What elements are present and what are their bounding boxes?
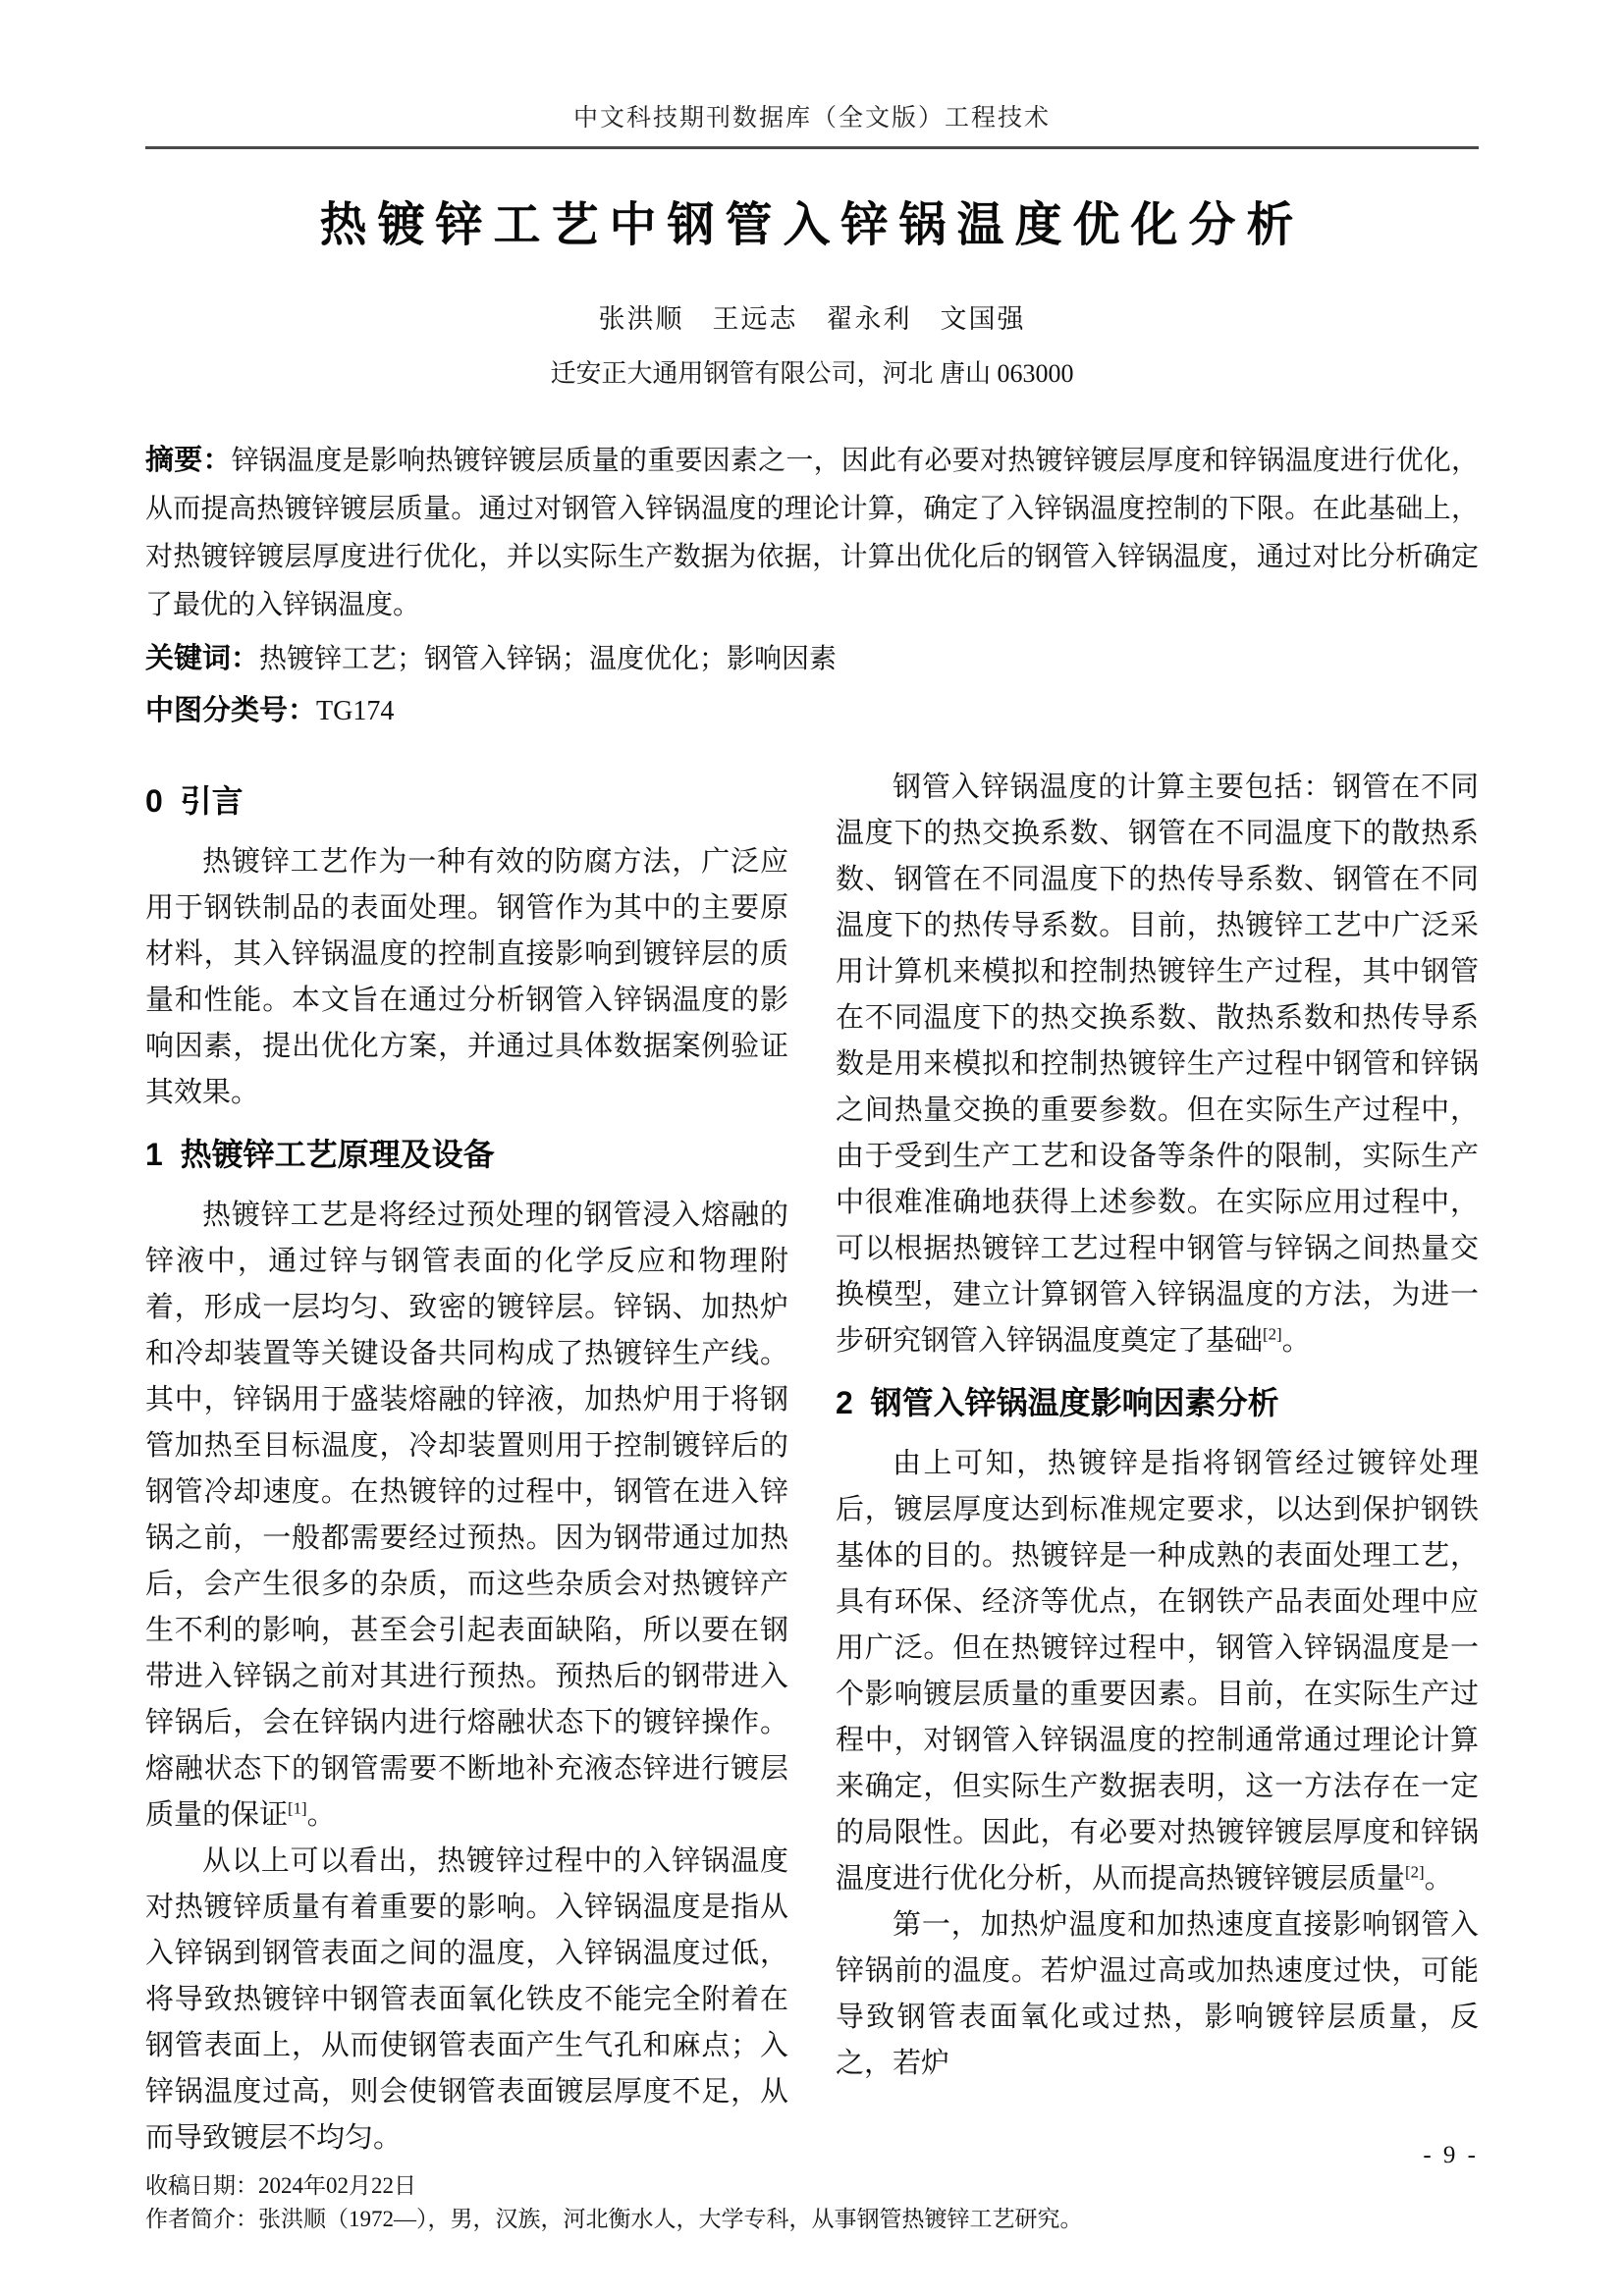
paragraph: 热镀锌工艺作为一种有效的防腐方法，广泛应用于钢铁制品的表面处理。钢管作为其中的主要原材料，其入锌锅温度的控制直接影响到镀锌层的质量和性能。本文旨在通过分析钢管入锌锅温度的影响因素，提出优化方案，并通过具体数据案例验证其效果。	[145, 845, 788, 1108]
header-divider	[145, 146, 1479, 149]
author-bio-text: 张洪顺（1972—），男，汉族，河北衡水人，大学专科，从事钢管热镀锌工艺研究。	[258, 2206, 1083, 2231]
section-heading-2: 2 钢管入锌锅温度影响因素分析	[836, 1384, 1279, 1420]
left-column	[145, 765, 788, 2162]
paragraph: 第一，加热炉温度和加热速度直接影响钢管入锌锅前的温度。若炉温过高或加热速度过快，可能导致钢管表面氧化或过热，影响镀锌层质量，反之，若炉	[836, 1908, 1479, 2079]
clc-label: 中图分类号：	[145, 694, 317, 726]
two-column-body	[145, 765, 1479, 2162]
affiliation-line: 迁安正大通用钢管有限公司，河北 唐山 063000	[550, 358, 1074, 388]
section-heading-0: 0 引言	[145, 782, 244, 819]
clc-code: TG174	[316, 695, 395, 726]
abstract-text: 锌锅温度是影响热镀锌镀层质量的重要因素之一，因此有必要对热镀锌镀层厚度和锌锅温度进行优化，从而提高热镀锌镀层质量。通过对钢管入锌锅温度的理论计算，确定了入锌锅温度控制的下限。在此基础上，对热镀锌镀层厚度进行优化，并以实际生产数据为依据，计算出优化后的钢管入锌锅温度，通过对比分析确定了最优的入锌锅温度。	[145, 445, 1479, 620]
paragraph: 热镀锌工艺是将经过预处理的钢管浸入熔融的锌液中，通过锌与钢管表面的化学反应和物理附着，形成一层均匀、致密的镀锌层。锌锅、加热炉和冷却装置等关键设备共同构成了热镀锌生产线。其中，锌锅用于盛装熔融的锌液，加热炉用于将钢管加热至目标温度，冷却装置则用于控制镀锌后的钢管冷却速度。在热镀锌的过程中，钢管在进入锌锅之前，一般都需要经过预热。因为钢带通过加热后，会产生很多的杂质，而这些杂质会对热镀锌产生不利的影响，甚至会引起表面缺陷，所以要在钢带进入锌锅之前对其进行预热。预热后的钢带进入锌锅后，会在锌锅内进行熔融状态下的镀锌操作。熔融状态下的钢管需要不断地补充液态锌进行镀层质量的保证[1]。	[145, 1199, 788, 1831]
abstract-block	[145, 437, 1479, 629]
journal-database-header: 中文科技期刊数据库（全文版）工程技术	[572, 105, 1051, 132]
clc-line	[145, 687, 1479, 735]
author-bio-label: 作者简介：	[145, 2206, 258, 2231]
paragraph: 从以上可以看出，热镀锌过程中的入锌锅温度对热镀锌质量有着重要的影响。入锌锅温度是指从入锌锅到钢管表面之间的温度，入锌锅温度过低，将导致热镀锌中钢管表面氧化铁皮不能完全附着在钢管表面上，从而使钢管表面产生气孔和麻点；入锌锅温度过高，则会使钢管表面镀层厚度不足，从而导致镀层不均匀。	[145, 1844, 788, 2154]
section-heading-1: 1 热镀锌工艺原理及设备	[145, 1136, 495, 1172]
received-date-line	[145, 2169, 1479, 2203]
page-number: - 9 -	[1423, 2142, 1479, 2168]
paragraph: 由上可知，热镀锌是指将钢管经过镀锌处理后，镀层厚度达到标准规定要求，以达到保护钢铁基体的目的。热镀锌是一种成熟的表面处理工艺，具有环保、经济等优点，在钢铁产品表面处理中应用广泛。但在热镀锌过程中，钢管入锌锅温度是一个影响镀层质量的重要因素。目前，在实际生产过程中，对钢管入锌锅温度的控制通常通过理论计算来确定，但实际生产数据表明，这一方法存在一定的局限性。因此，有必要对热镀锌镀层厚度和锌锅温度进行优化分析，从而提高热镀锌镀层质量[2]。	[836, 1447, 1479, 1895]
footnote-block	[145, 2169, 1479, 2236]
right-column	[836, 765, 1479, 2162]
authors-line: 张洪顺 王远志 翟永利 文国强	[598, 303, 1026, 334]
author-bio-line	[145, 2203, 1479, 2236]
abstract-label: 摘要：	[145, 444, 232, 476]
keywords-label: 关键词：	[145, 642, 260, 674]
keywords-text: 热镀锌工艺；钢管入锌锅；温度优化；影响因素	[259, 643, 838, 674]
paragraph: 钢管入锌锅温度的计算主要包括：钢管在不同温度下的热交换系数、钢管在不同温度下的散热系数、钢管在不同温度下的热传导系数、钢管在不同温度下的热传导系数。目前，热镀锌工艺中广泛采用计算机来模拟和控制热镀锌生产过程，其中钢管在不同温度下的热交换系数、散热系数和热传导系数是用来模拟和控制热镀锌生产过程中钢管和锌锅之间热量交换的重要参数。但在实际生产过程中，由于受到生产工艺和设备等条件的限制，实际生产中很难准确地获得上述参数。在实际应用过程中，可以根据热镀锌工艺过程中钢管与锌锅之间热量交换模型，建立计算钢管入锌锅温度的方法，为进一步研究钢管入锌锅温度奠定了基础[2]。	[836, 771, 1479, 1357]
received-date-value: 2024年02月22日	[258, 2172, 416, 2198]
received-date-label: 收稿日期：	[145, 2172, 258, 2198]
article-title: 热镀锌工艺中钢管入锌锅温度优化分析	[319, 199, 1305, 251]
keywords-line	[145, 635, 1479, 683]
